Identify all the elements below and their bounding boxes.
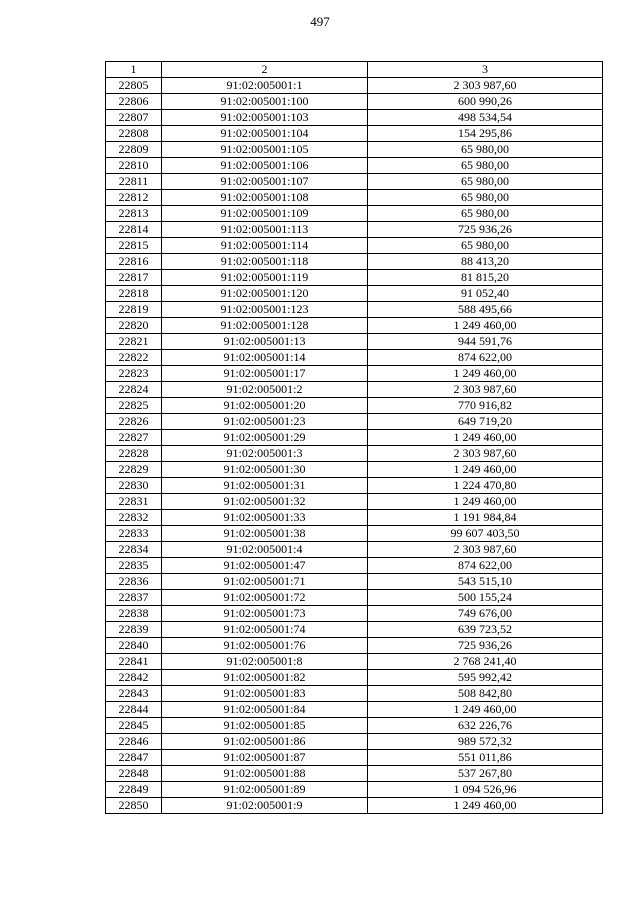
row-number-cell: 22809 — [106, 142, 162, 158]
value-cell: 944 591,76 — [368, 334, 603, 350]
cadastral-number-cell: 91:02:005001:120 — [162, 286, 368, 302]
cadastral-number-cell: 91:02:005001:108 — [162, 190, 368, 206]
cadastral-number-cell: 91:02:005001:87 — [162, 750, 368, 766]
value-cell: 91 052,40 — [368, 286, 603, 302]
cadastral-number-cell: 91:02:005001:4 — [162, 542, 368, 558]
value-cell: 65 980,00 — [368, 142, 603, 158]
cadastral-number-cell: 91:02:005001:17 — [162, 366, 368, 382]
row-number-cell: 22829 — [106, 462, 162, 478]
value-cell: 88 413,20 — [368, 254, 603, 270]
value-cell: 1 249 460,00 — [368, 462, 603, 478]
value-cell: 498 534,54 — [368, 110, 603, 126]
value-cell: 1 191 984,84 — [368, 510, 603, 526]
table-row — [106, 158, 603, 174]
row-number-cell: 22846 — [106, 734, 162, 750]
row-number-cell: 22827 — [106, 430, 162, 446]
cadastral-number-cell: 91:02:005001:20 — [162, 398, 368, 414]
row-number-cell: 22842 — [106, 670, 162, 686]
cadastral-number-cell: 91:02:005001:104 — [162, 126, 368, 142]
table-row — [106, 430, 603, 446]
row-number-cell: 22843 — [106, 686, 162, 702]
table-row — [106, 542, 603, 558]
table-row — [106, 750, 603, 766]
row-number-cell: 22811 — [106, 174, 162, 190]
column-header-3: 3 — [368, 62, 603, 78]
table-row — [106, 798, 603, 814]
table-row — [106, 622, 603, 638]
table-row — [106, 494, 603, 510]
table-row — [106, 558, 603, 574]
cadastral-number-cell: 91:02:005001:89 — [162, 782, 368, 798]
row-number-cell: 22819 — [106, 302, 162, 318]
cadastral-number-cell: 91:02:005001:128 — [162, 318, 368, 334]
data-table — [105, 61, 603, 814]
table-row — [106, 142, 603, 158]
row-number-cell: 22835 — [106, 558, 162, 574]
value-cell: 639 723,52 — [368, 622, 603, 638]
value-cell: 508 842,80 — [368, 686, 603, 702]
table-row — [106, 318, 603, 334]
value-cell: 1 249 460,00 — [368, 702, 603, 718]
row-number-cell: 22806 — [106, 94, 162, 110]
value-cell: 65 980,00 — [368, 158, 603, 174]
row-number-cell: 22821 — [106, 334, 162, 350]
cadastral-number-cell: 91:02:005001:109 — [162, 206, 368, 222]
cadastral-number-cell: 91:02:005001:86 — [162, 734, 368, 750]
cadastral-number-cell: 91:02:005001:83 — [162, 686, 368, 702]
cadastral-number-cell: 91:02:005001:118 — [162, 254, 368, 270]
cadastral-number-cell: 91:02:005001:105 — [162, 142, 368, 158]
value-cell: 632 226,76 — [368, 718, 603, 734]
row-number-cell: 22807 — [106, 110, 162, 126]
value-cell: 2 303 987,60 — [368, 446, 603, 462]
row-number-cell: 22810 — [106, 158, 162, 174]
value-cell: 1 249 460,00 — [368, 494, 603, 510]
value-cell: 1 094 526,96 — [368, 782, 603, 798]
cadastral-number-cell: 91:02:005001:100 — [162, 94, 368, 110]
row-number-cell: 22837 — [106, 590, 162, 606]
table-row — [106, 702, 603, 718]
value-cell: 99 607 403,50 — [368, 526, 603, 542]
row-number-cell: 22831 — [106, 494, 162, 510]
column-header-2: 2 — [162, 62, 368, 78]
row-number-cell: 22817 — [106, 270, 162, 286]
table-row — [106, 126, 603, 142]
row-number-cell: 22812 — [106, 190, 162, 206]
value-cell: 2 303 987,60 — [368, 542, 603, 558]
cadastral-number-cell: 91:02:005001:72 — [162, 590, 368, 606]
table-row — [106, 110, 603, 126]
table-row — [106, 462, 603, 478]
value-cell: 65 980,00 — [368, 238, 603, 254]
row-number-cell: 22808 — [106, 126, 162, 142]
cadastral-number-cell: 91:02:005001:82 — [162, 670, 368, 686]
row-number-cell: 22805 — [106, 78, 162, 94]
row-number-cell: 22825 — [106, 398, 162, 414]
value-cell: 65 980,00 — [368, 190, 603, 206]
value-cell: 595 992,42 — [368, 670, 603, 686]
row-number-cell: 22847 — [106, 750, 162, 766]
value-cell: 600 990,26 — [368, 94, 603, 110]
table-row — [106, 334, 603, 350]
table-body — [106, 78, 603, 814]
value-cell: 874 622,00 — [368, 350, 603, 366]
table-row — [106, 238, 603, 254]
value-cell: 65 980,00 — [368, 174, 603, 190]
cadastral-number-cell: 91:02:005001:32 — [162, 494, 368, 510]
table-header-row — [106, 62, 603, 78]
table-row — [106, 270, 603, 286]
cadastral-number-cell: 91:02:005001:84 — [162, 702, 368, 718]
table-row — [106, 574, 603, 590]
value-cell: 65 980,00 — [368, 206, 603, 222]
row-number-cell: 22834 — [106, 542, 162, 558]
value-cell: 1 249 460,00 — [368, 318, 603, 334]
cadastral-number-cell: 91:02:005001:8 — [162, 654, 368, 670]
row-number-cell: 22833 — [106, 526, 162, 542]
row-number-cell: 22848 — [106, 766, 162, 782]
table-row — [106, 78, 603, 94]
row-number-cell: 22830 — [106, 478, 162, 494]
row-number-cell: 22841 — [106, 654, 162, 670]
cadastral-number-cell: 91:02:005001:30 — [162, 462, 368, 478]
row-number-cell: 22828 — [106, 446, 162, 462]
cadastral-number-cell: 91:02:005001:31 — [162, 478, 368, 494]
cadastral-number-cell: 91:02:005001:38 — [162, 526, 368, 542]
row-number-cell: 22845 — [106, 718, 162, 734]
row-number-cell: 22838 — [106, 606, 162, 622]
cadastral-number-cell: 91:02:005001:76 — [162, 638, 368, 654]
value-cell: 725 936,26 — [368, 222, 603, 238]
table-row — [106, 398, 603, 414]
table-row — [106, 606, 603, 622]
cadastral-number-cell: 91:02:005001:88 — [162, 766, 368, 782]
row-number-cell: 22820 — [106, 318, 162, 334]
value-cell: 2 303 987,60 — [368, 382, 603, 398]
value-cell: 1 249 460,00 — [368, 798, 603, 814]
table-row — [106, 638, 603, 654]
cadastral-number-cell: 91:02:005001:85 — [162, 718, 368, 734]
cadastral-number-cell: 91:02:005001:103 — [162, 110, 368, 126]
table-row — [106, 302, 603, 318]
cadastral-number-cell: 91:02:005001:114 — [162, 238, 368, 254]
row-number-cell: 22823 — [106, 366, 162, 382]
value-cell: 2 303 987,60 — [368, 78, 603, 94]
row-number-cell: 22813 — [106, 206, 162, 222]
cadastral-number-cell: 91:02:005001:29 — [162, 430, 368, 446]
table-row — [106, 206, 603, 222]
row-number-cell: 22815 — [106, 238, 162, 254]
value-cell: 874 622,00 — [368, 558, 603, 574]
table-row — [106, 366, 603, 382]
row-number-cell: 22839 — [106, 622, 162, 638]
cadastral-number-cell: 91:02:005001:119 — [162, 270, 368, 286]
table-row — [106, 478, 603, 494]
table-row — [106, 526, 603, 542]
table-row — [106, 670, 603, 686]
value-cell: 543 515,10 — [368, 574, 603, 590]
cadastral-number-cell: 91:02:005001:123 — [162, 302, 368, 318]
value-cell: 551 011,86 — [368, 750, 603, 766]
table-row — [106, 782, 603, 798]
cadastral-number-cell: 91:02:005001:13 — [162, 334, 368, 350]
value-cell: 500 155,24 — [368, 590, 603, 606]
table-row — [106, 766, 603, 782]
cadastral-number-cell: 91:02:005001:71 — [162, 574, 368, 590]
value-cell: 1 249 460,00 — [368, 430, 603, 446]
value-cell: 770 916,82 — [368, 398, 603, 414]
table-row — [106, 686, 603, 702]
table-row — [106, 734, 603, 750]
cadastral-number-cell: 91:02:005001:1 — [162, 78, 368, 94]
row-number-cell: 22816 — [106, 254, 162, 270]
table-row — [106, 446, 603, 462]
row-number-cell: 22832 — [106, 510, 162, 526]
value-cell: 649 719,20 — [368, 414, 603, 430]
row-number-cell: 22826 — [106, 414, 162, 430]
value-cell: 725 936,26 — [368, 638, 603, 654]
table-row — [106, 94, 603, 110]
row-number-cell: 22822 — [106, 350, 162, 366]
value-cell: 2 768 241,40 — [368, 654, 603, 670]
row-number-cell: 22814 — [106, 222, 162, 238]
table-row — [106, 654, 603, 670]
cadastral-number-cell: 91:02:005001:23 — [162, 414, 368, 430]
cadastral-number-cell: 91:02:005001:3 — [162, 446, 368, 462]
cadastral-number-cell: 91:02:005001:113 — [162, 222, 368, 238]
value-cell: 989 572,32 — [368, 734, 603, 750]
table-row — [106, 174, 603, 190]
value-cell: 537 267,80 — [368, 766, 603, 782]
table-row — [106, 350, 603, 366]
row-number-cell: 22824 — [106, 382, 162, 398]
cadastral-number-cell: 91:02:005001:14 — [162, 350, 368, 366]
cadastral-number-cell: 91:02:005001:2 — [162, 382, 368, 398]
row-number-cell: 22849 — [106, 782, 162, 798]
row-number-cell: 22818 — [106, 286, 162, 302]
value-cell: 749 676,00 — [368, 606, 603, 622]
row-number-cell: 22844 — [106, 702, 162, 718]
cadastral-number-cell: 91:02:005001:74 — [162, 622, 368, 638]
cadastral-number-cell: 91:02:005001:107 — [162, 174, 368, 190]
table-row — [106, 222, 603, 238]
table-row — [106, 718, 603, 734]
value-cell: 1 224 470,80 — [368, 478, 603, 494]
table-row — [106, 254, 603, 270]
row-number-cell: 22840 — [106, 638, 162, 654]
table-row — [106, 414, 603, 430]
table-row — [106, 190, 603, 206]
cadastral-number-cell: 91:02:005001:33 — [162, 510, 368, 526]
row-number-cell: 22836 — [106, 574, 162, 590]
cadastral-number-cell: 91:02:005001:106 — [162, 158, 368, 174]
table-row — [106, 382, 603, 398]
cadastral-number-cell: 91:02:005001:73 — [162, 606, 368, 622]
value-cell: 1 249 460,00 — [368, 366, 603, 382]
cadastral-number-cell: 91:02:005001:9 — [162, 798, 368, 814]
table-row — [106, 590, 603, 606]
value-cell: 81 815,20 — [368, 270, 603, 286]
cadastral-number-cell: 91:02:005001:47 — [162, 558, 368, 574]
page-number: 497 — [310, 14, 330, 29]
table-row — [106, 510, 603, 526]
value-cell: 154 295,86 — [368, 126, 603, 142]
row-number-cell: 22850 — [106, 798, 162, 814]
column-header-1: 1 — [106, 62, 162, 78]
value-cell: 588 495,66 — [368, 302, 603, 318]
table-row — [106, 286, 603, 302]
